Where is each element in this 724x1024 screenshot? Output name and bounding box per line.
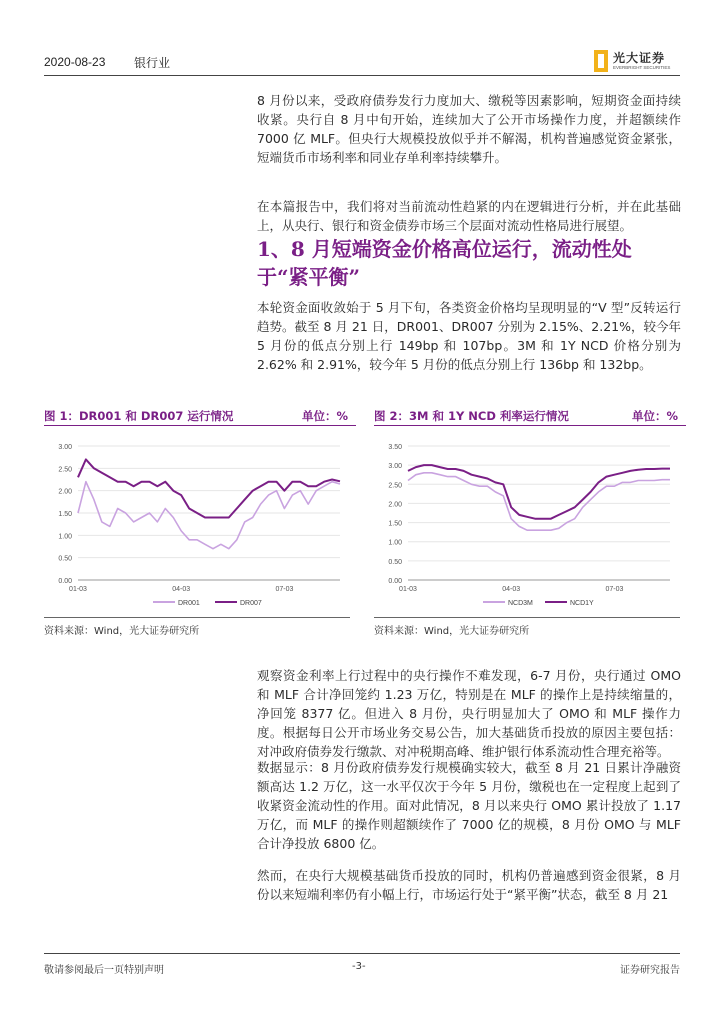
section-title: 1、8 月短端资金价格高位运行，流动性处于“紧平衡” [257, 237, 632, 289]
figure-1-title: 图 1：DR001 和 DR007 运行情况 [44, 409, 234, 423]
legend-label: DR001 [178, 600, 200, 607]
paragraph-central-bank: 观察资金利率上行过程中的央行操作不难发现，6-7 月份，央行通过 OMO 和 MLF 合计净回笼约 1.23 万亿，特别是在 MLF 的操作上是持续缩量的，净回笼 8377 亿。但进入 8 月份，央行明显加大了 OMO 和 MLF 操作力度。根据每日公开市场业务交易公告，加大基础货币投放的原因主要包括：对冲政府债券发行缴款、对冲税期高峰、维护银行体系流动性合理充裕等。 [257, 668, 681, 759]
x-tick-label: 01-03 [69, 586, 87, 593]
figure-1-source: 资料来源：Wind，光大证券研究所 [44, 626, 200, 637]
y-tick-label: 2.00 [388, 501, 402, 509]
footer-divider [44, 953, 680, 954]
figure-2-source: 资料来源：Wind，光大证券研究所 [374, 626, 530, 637]
figure-2-rule [374, 425, 686, 426]
footer-disclaimer: 敬请参阅最后一页特别声明 [44, 965, 164, 976]
page-number: -3- [352, 961, 366, 972]
figure-1-unit: 单位：% [301, 409, 348, 423]
x-tick-label: 07-03 [605, 586, 624, 593]
y-tick-label: 3.50 [388, 444, 402, 451]
legend-label: NCD3M [508, 600, 533, 607]
y-tick-label: 1.50 [58, 511, 72, 518]
chart-ncd [374, 434, 680, 614]
logo-mark-icon [594, 50, 608, 72]
y-tick-label: 0.00 [58, 578, 72, 585]
logo-en-text: EVERBRIGHT SECURITIES [613, 65, 671, 70]
figure-1-bottom-rule [44, 617, 350, 618]
header-divider [44, 75, 680, 76]
figure-2-bottom-rule [374, 617, 680, 618]
x-tick-label: 04-03 [172, 586, 191, 593]
paragraph-tight-balance: 然而，在央行大规模基础货币投放的同时，机构仍普遍感到资金很紧，8 月份以来短端利率仍有小幅上行，市场运行处于“紧平衡”状态，截至 8 月 21 [257, 868, 681, 902]
figure-1-rule [44, 425, 356, 426]
figure-2-header [374, 405, 686, 425]
page-header [44, 48, 680, 76]
chart-dr001-dr007 [44, 434, 350, 614]
x-tick-label: 04-03 [502, 586, 521, 593]
figure-2-unit: 单位：% [631, 409, 678, 423]
y-tick-label: 2.00 [58, 488, 72, 496]
report-date: 2020-08-23 [44, 55, 106, 69]
y-tick-label: 2.50 [388, 482, 402, 490]
y-tick-label: 3.00 [388, 463, 402, 471]
y-tick-label: 0.50 [58, 555, 72, 563]
series-line-dr001 [78, 482, 340, 549]
y-tick-label: 1.00 [58, 533, 72, 541]
figure-2-title: 图 2：3M 和 1Y NCD 利率运行情况 [374, 409, 569, 423]
legend-label: DR007 [240, 600, 262, 607]
y-tick-label: 2.50 [58, 466, 72, 474]
figure-2 [374, 405, 686, 614]
legend-label: NCD1Y [570, 600, 594, 607]
y-tick-label: 0.50 [388, 558, 402, 566]
x-tick-label: 01-03 [399, 586, 417, 593]
y-tick-label: 0.00 [388, 578, 402, 585]
figure-1 [44, 405, 356, 614]
logo-cn-text: 光大证券 [613, 51, 666, 65]
y-tick-label: 1.50 [388, 520, 402, 528]
paragraph-outline: 在本篇报告中，我们将对当前流动性趋紧的内在逻辑进行分析，并在此基础上，从央行、银行和资金债券市场三个层面对流动性格局进行展望。 [257, 199, 681, 233]
figure-1-header [44, 405, 356, 425]
footer-report-type: 证券研究报告 [620, 965, 680, 976]
series-line-ncd3m [408, 473, 670, 530]
everbright-logo [594, 48, 680, 74]
x-tick-label: 07-03 [275, 586, 294, 593]
series-line-ncd1y [408, 465, 670, 519]
paragraph-rates: 本轮资金面收敛始于 5 月下旬，各类资金价格均呈现明显的“V 型”反转运行趋势。截至 8 月 21 日，DR001、DR007 分别为 2.15%、2.21%，较今年 5 月份的低点分别上行 149bp 和 107bp。3M 和 1Y NCD 价格分别为 2.62% 和 2.91%，较今年 5 月份的低点分别上行 136bp 和 132bp。 [257, 300, 681, 372]
y-tick-label: 1.00 [388, 539, 402, 547]
y-tick-label: 3.00 [58, 444, 72, 451]
report-sector: 银行业 [134, 56, 171, 70]
paragraph-intro: 8 月份以来，受政府债券发行力度加大、缴税等因素影响，短期资金面持续收紧。央行自 8 月中旬开始，连续加大了公开市场操作力度，并超额续作 7000 亿 MLF。但央行大规模投放似乎并不解渴，机构普遍感觉资金紧张，短端货币市场利率和同业存单利率持续攀升。 [257, 93, 681, 165]
paragraph-data: 数据显示：8 月份政府债券发行规模确实较大，截至 8 月 21 日累计净融资额高达 1.2 万亿，这一水平仅次于今年 5 月份，缴税也在一定程度上起到了收紧资金流动性的作用。面对此情况，8 月以来央行 OMO 累计投放了 1.17 万亿，而 MLF 的操作则超额续作了 7000 亿的规模，8 月份 OMO 与 MLF 合计净投放 6800 亿。 [257, 760, 681, 851]
